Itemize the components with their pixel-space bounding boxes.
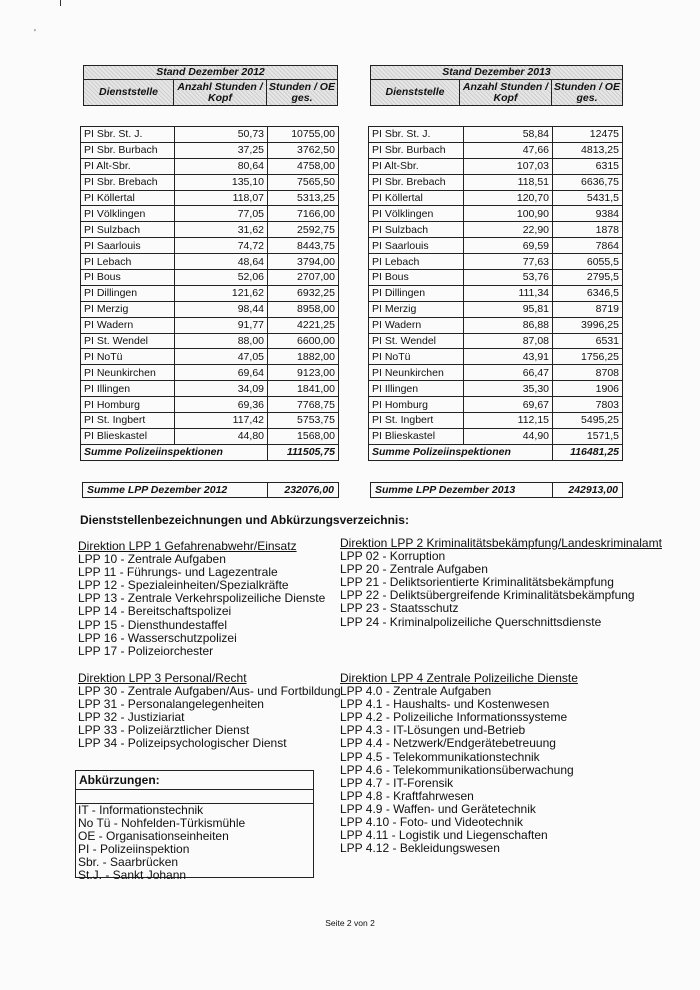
table-row: [81, 428, 339, 444]
dienststelle-cell: PI Saarlouis: [81, 238, 175, 254]
summary-label: Summe Polizeiinspektionen: [369, 444, 553, 460]
list-item: LPP 31 - Personalangelegenheiten: [78, 697, 264, 712]
stunden-oe-cell: 1878: [553, 222, 623, 238]
stunden-kopf-cell: 37,25: [175, 142, 268, 158]
list-item: LPP 10 - Zentrale Aufgaben: [78, 552, 226, 567]
stunden-kopf-cell: 34,09: [175, 381, 268, 397]
dienststelle-cell: PI Wadern: [81, 317, 175, 333]
stunden-kopf-cell: 69,64: [175, 365, 268, 381]
stunden-kopf-cell: 107,03: [464, 158, 553, 174]
list-item: LPP 4.8 - Kraftfahrwesen: [340, 788, 474, 803]
stunden-kopf-cell: 118,51: [464, 174, 553, 190]
table-row: [81, 142, 339, 158]
col-stunden-kopf-header: Anzahl Stunden / Kopf: [174, 80, 267, 106]
dienststelle-cell: PI Merzig: [369, 301, 464, 317]
table-row: [369, 127, 623, 143]
list-item: LPP 33 - Polizeiärztlicher Dienst: [78, 723, 250, 738]
stunden-oe-cell: 7803: [553, 397, 623, 413]
summary-row: [81, 444, 339, 460]
table-row: [81, 285, 339, 301]
table-row: [81, 333, 339, 349]
stunden-kopf-cell: 91,77: [175, 317, 268, 333]
stunden-oe-cell: 5753,75: [268, 413, 339, 429]
direction-title: Direktion LPP 4 Zentrale Polizeiliche Dienste: [340, 671, 578, 685]
stunden-oe-cell: 1571,5: [553, 428, 623, 444]
list-item: LPP 4.6 - Telekommunikationsüberwachung: [340, 762, 574, 777]
table-row: [81, 365, 339, 381]
list-item: LPP 34 - Polizeipsychologischer Dienst: [78, 736, 287, 751]
table-row: [81, 397, 339, 413]
list-item: LPP 21 - Deliktsorientierte Kriminalitätsbekämpfung: [340, 575, 614, 590]
stunden-kopf-cell: 112,15: [464, 413, 553, 429]
stunden-oe-cell: 3794,00: [268, 254, 339, 270]
lpp-sum-box-2012: [82, 482, 339, 498]
page-footer: Seite 2 von 2: [325, 918, 375, 928]
stunden-kopf-cell: 66,47: [464, 365, 553, 381]
table-row: [369, 397, 623, 413]
dienststelle-cell: PI Köllertal: [369, 190, 464, 206]
col-stunden-kopf-header: Anzahl Stunden / Kopf: [460, 80, 552, 106]
stunden-kopf-cell: 121,62: [175, 285, 268, 301]
section-heading: Dienststellenbezeichnungen und Abkürzungsverzeichnis:: [80, 513, 409, 527]
stunden-oe-cell: 2592,75: [268, 222, 339, 238]
list-item: LPP 12 - Spezialeinheiten/Spezialkräfte: [78, 578, 289, 593]
stunden-oe-cell: 1841,00: [268, 381, 339, 397]
table-row: [81, 381, 339, 397]
scan-edge-mark: [60, 0, 61, 6]
stunden-kopf-cell: 69,36: [175, 397, 268, 413]
table-row: [369, 317, 623, 333]
col-stunden-oe-header: Stunden / OE ges.: [267, 80, 338, 106]
col-dienststelle-header: Dienststelle: [84, 80, 174, 106]
stunden-kopf-cell: 69,59: [464, 238, 553, 254]
lpp-sum-box-2013: [370, 482, 623, 498]
list-item: LPP 13 - Zentrale Verkehrspolizeiliche Dienste: [78, 591, 326, 606]
lpp-sum-label: Summe LPP Dezember 2012: [87, 484, 228, 496]
stunden-oe-cell: 4813,25: [553, 142, 623, 158]
stand-label-2012: Stand Dezember 2012: [84, 66, 338, 80]
stunden-oe-cell: 6932,25: [268, 285, 339, 301]
stunden-kopf-cell: 88,00: [175, 333, 268, 349]
dienststelle-cell: PI Neunkirchen: [369, 365, 464, 381]
dienststelle-cell: PI Dillingen: [81, 285, 175, 301]
dienststelle-cell: PI NoTü: [81, 349, 175, 365]
dienststelle-cell: PI Homburg: [81, 397, 175, 413]
stunden-kopf-cell: 80,64: [175, 158, 268, 174]
stunden-kopf-cell: 31,62: [175, 222, 268, 238]
list-item: LPP 23 - Staatsschutz: [340, 601, 459, 616]
header-table-2013: [370, 65, 623, 106]
header-table-2012: [83, 65, 338, 106]
lpp-sum-value: 242913,00: [552, 483, 622, 497]
direction-lpp4: [340, 672, 578, 855]
list-item: LPP 4.4 - Netzwerk/Endgerätebetreuung: [340, 736, 556, 751]
table-row: [81, 222, 339, 238]
table-row: [369, 270, 623, 286]
table-row: [81, 301, 339, 317]
table-row: [369, 190, 623, 206]
stunden-kopf-cell: 50,73: [175, 127, 268, 143]
list-item: LPP 02 - Korruption: [340, 549, 446, 564]
stunden-kopf-cell: 135,10: [175, 174, 268, 190]
col-dienststelle-header: Dienststelle: [371, 80, 460, 106]
dienststelle-cell: PI Illingen: [81, 381, 175, 397]
table-row: [81, 174, 339, 190]
table-row: [369, 174, 623, 190]
dienststelle-cell: PI Illingen: [369, 381, 464, 397]
stunden-oe-cell: 8443,75: [268, 238, 339, 254]
stunden-oe-cell: 1568,00: [268, 428, 339, 444]
dienststelle-cell: PI St. Wendel: [369, 333, 464, 349]
table-row: [369, 254, 623, 270]
stunden-oe-cell: 6055,5: [553, 254, 623, 270]
list-item: LPP 15 - Diensthundestaffel: [78, 617, 227, 632]
table-row: [81, 270, 339, 286]
scan-speck: ': [34, 28, 36, 39]
direction-title: Direktion LPP 1 Gefahrenabwehr/Einsatz: [78, 539, 297, 553]
stunden-kopf-cell: 44,80: [175, 428, 268, 444]
stunden-kopf-cell: 87,08: [464, 333, 553, 349]
table-row: [81, 206, 339, 222]
table-row: [369, 142, 623, 158]
dienststelle-cell: PI Homburg: [369, 397, 464, 413]
stunden-oe-cell: 7768,75: [268, 397, 339, 413]
abbreviation-item: Sbr. - Saarbrücken: [78, 855, 179, 869]
list-item: LPP 32 - Justiziariat: [78, 710, 185, 725]
table-row: [81, 413, 339, 429]
stunden-kopf-cell: 44,90: [464, 428, 553, 444]
stunden-oe-cell: 6636,75: [553, 174, 623, 190]
data-table-2012: [80, 126, 339, 461]
stunden-oe-cell: 2795,5: [553, 270, 623, 286]
direction-lpp1: [78, 540, 325, 658]
table-row: [81, 127, 339, 143]
stunden-kopf-cell: 120,70: [464, 190, 553, 206]
summary-value: 111505,75: [268, 444, 339, 460]
lpp-sum-value: 232076,00: [267, 483, 338, 497]
list-item: LPP 24 - Kriminalpolizeiliche Querschnittsdienste: [340, 614, 602, 629]
table-row: [369, 333, 623, 349]
dienststelle-cell: PI Sbr. Burbach: [81, 142, 175, 158]
table-row: [369, 428, 623, 444]
stunden-oe-cell: 9123,00: [268, 365, 339, 381]
stunden-oe-cell: 9384: [553, 206, 623, 222]
summary-label: Summe Polizeiinspektionen: [81, 444, 268, 460]
dienststelle-cell: PI Bous: [369, 270, 464, 286]
stunden-kopf-cell: 48,64: [175, 254, 268, 270]
dienststelle-cell: PI Völklingen: [81, 206, 175, 222]
dienststelle-cell: PI Sbr. Burbach: [369, 142, 464, 158]
stunden-oe-cell: 5431,5: [553, 190, 623, 206]
table-row: [369, 285, 623, 301]
dienststelle-cell: PI Lebach: [81, 254, 175, 270]
stunden-oe-cell: 1882,00: [268, 349, 339, 365]
dienststelle-cell: PI Sbr. St. J.: [369, 127, 464, 143]
stunden-kopf-cell: 58,84: [464, 127, 553, 143]
stunden-kopf-cell: 77,63: [464, 254, 553, 270]
dienststelle-cell: PI Merzig: [81, 301, 175, 317]
direction-lpp2: [340, 537, 662, 629]
abbreviation-item: PI - Polizeiinspektion: [78, 842, 190, 856]
list-item: LPP 4.1 - Haushalts- und Kostenwesen: [340, 697, 550, 712]
table-row: [369, 158, 623, 174]
stunden-oe-cell: 8708: [553, 365, 623, 381]
list-item: LPP 4.9 - Waffen- und Gerätetechnik: [340, 801, 536, 816]
col-stunden-oe-header: Stunden / OE ges.: [552, 80, 623, 106]
stunden-oe-cell: 7166,00: [268, 206, 339, 222]
dienststelle-cell: PI Sbr. Brebach: [81, 174, 175, 190]
dienststelle-cell: PI St. Wendel: [81, 333, 175, 349]
stunden-oe-cell: 6600,00: [268, 333, 339, 349]
list-item: LPP 20 - Zentrale Aufgaben: [340, 562, 488, 577]
dienststelle-cell: PI Wadern: [369, 317, 464, 333]
list-item: LPP 4.3 - IT-Lösungen und-Betrieb: [340, 723, 526, 738]
stunden-oe-cell: 7565,50: [268, 174, 339, 190]
stunden-oe-cell: 1756,25: [553, 349, 623, 365]
stunden-kopf-cell: 43,91: [464, 349, 553, 365]
stunden-kopf-cell: 22,90: [464, 222, 553, 238]
abbreviation-item: IT - Informationstechnik: [78, 803, 204, 817]
list-item: LPP 17 - Polizeiorchester: [78, 643, 214, 658]
dienststelle-cell: PI Saarlouis: [369, 238, 464, 254]
dienststelle-cell: PI Köllertal: [81, 190, 175, 206]
table-row: [81, 238, 339, 254]
table-row: [81, 158, 339, 174]
dienststelle-cell: PI Sbr. St. J.: [81, 127, 175, 143]
stunden-kopf-cell: 98,44: [175, 301, 268, 317]
dienststelle-cell: PI St. Ingbert: [369, 413, 464, 429]
abbreviations-box: [75, 770, 314, 882]
dienststelle-cell: PI Sbr. Brebach: [369, 174, 464, 190]
dienststelle-cell: PI Lebach: [369, 254, 464, 270]
summary-row: [369, 444, 623, 460]
direction-title: Direktion LPP 3 Personal/Recht: [78, 671, 247, 685]
stunden-oe-cell: 1906: [553, 381, 623, 397]
table-row: [81, 254, 339, 270]
stunden-kopf-cell: 117,42: [175, 413, 268, 429]
table-row: [369, 301, 623, 317]
lpp-sum-label: Summe LPP Dezember 2013: [375, 484, 516, 496]
list-item: LPP 14 - Bereitschaftspolizei: [78, 604, 232, 619]
stunden-kopf-cell: 52,06: [175, 270, 268, 286]
stunden-oe-cell: 7864: [553, 238, 623, 254]
stunden-kopf-cell: 86,88: [464, 317, 553, 333]
stunden-oe-cell: 3762,50: [268, 142, 339, 158]
table-row: [369, 365, 623, 381]
abbreviation-item: No Tü - Nohfelden-Türkismühle: [78, 816, 246, 830]
table-row: [369, 238, 623, 254]
table-row: [369, 381, 623, 397]
stunden-kopf-cell: 53,76: [464, 270, 553, 286]
stunden-oe-cell: 8958,00: [268, 301, 339, 317]
dienststelle-cell: PI Völklingen: [369, 206, 464, 222]
table-row: [81, 190, 339, 206]
list-item: LPP 4.5 - Telekommunikationstechnik: [340, 749, 540, 764]
data-table-2013: [368, 126, 623, 461]
stunden-oe-cell: 6346,5: [553, 285, 623, 301]
stunden-oe-cell: 5495,25: [553, 413, 623, 429]
stunden-kopf-cell: 100,90: [464, 206, 553, 222]
stunden-kopf-cell: 95,81: [464, 301, 553, 317]
list-item: LPP 16 - Wasserschutzpolizei: [78, 630, 237, 645]
stunden-oe-cell: 10755,00: [268, 127, 339, 143]
stunden-oe-cell: 4221,25: [268, 317, 339, 333]
list-item: LPP 4.0 - Zentrale Aufgaben: [340, 684, 492, 699]
stunden-oe-cell: 6315: [553, 158, 623, 174]
stunden-oe-cell: 8719: [553, 301, 623, 317]
dienststelle-cell: PI Dillingen: [369, 285, 464, 301]
list-item: LPP 4.7 - IT-Forensik: [340, 775, 454, 790]
stunden-oe-cell: 6531: [553, 333, 623, 349]
stunden-oe-cell: 5313,25: [268, 190, 339, 206]
dienststelle-cell: PI Alt-Sbr.: [369, 158, 464, 174]
stunden-kopf-cell: 47,05: [175, 349, 268, 365]
list-item: LPP 4.2 - Polizeiliche Informationssysteme: [340, 710, 568, 725]
stunden-kopf-cell: 118,07: [175, 190, 268, 206]
abbreviation-item: St.J. - Sankt Johann: [78, 868, 187, 882]
direction-lpp3: [78, 672, 341, 751]
list-item: LPP 11 - Führungs- und Lagezentrale: [78, 565, 278, 580]
stunden-kopf-cell: 74,72: [175, 238, 268, 254]
dienststelle-cell: PI St. Ingbert: [81, 413, 175, 429]
stunden-oe-cell: 12475: [553, 127, 623, 143]
dienststelle-cell: PI NoTü: [369, 349, 464, 365]
list-item: LPP 22 - Deliktsübergreifende Kriminalitätsbekämpfung: [340, 588, 635, 603]
dienststelle-cell: PI Blieskastel: [81, 428, 175, 444]
stunden-oe-cell: 2707,00: [268, 270, 339, 286]
list-item: LPP 4.12 - Bekleidungswesen: [340, 841, 500, 856]
table-row: [369, 413, 623, 429]
abbreviation-item: OE - Organisationseinheiten: [78, 829, 229, 843]
dienststelle-cell: PI Neunkirchen: [81, 365, 175, 381]
dienststelle-cell: PI Alt-Sbr.: [81, 158, 175, 174]
dienststelle-cell: PI Sulzbach: [81, 222, 175, 238]
list-item: LPP 4.10 - Foto- und Videotechnik: [340, 815, 524, 830]
stunden-kopf-cell: 111,34: [464, 285, 553, 301]
summary-value: 116481,25: [553, 444, 623, 460]
stunden-kopf-cell: 69,67: [464, 397, 553, 413]
table-row: [81, 317, 339, 333]
stand-label-2013: Stand Dezember 2013: [371, 66, 623, 80]
dienststelle-cell: PI Sulzbach: [369, 222, 464, 238]
direction-title: Direktion LPP 2 Kriminalitätsbekämpfung/Landeskriminalamt: [340, 536, 662, 550]
stunden-kopf-cell: 47,66: [464, 142, 553, 158]
stunden-oe-cell: 4758,00: [268, 158, 339, 174]
abbreviations-title: Abkürzungen:: [76, 771, 313, 790]
stunden-kopf-cell: 35,30: [464, 381, 553, 397]
stunden-kopf-cell: 77,05: [175, 206, 268, 222]
table-row: [369, 206, 623, 222]
stunden-oe-cell: 3996,25: [553, 317, 623, 333]
list-item: LPP 4.11 - Logistik und Liegenschaften: [340, 828, 548, 843]
table-row: [81, 349, 339, 365]
table-row: [369, 222, 623, 238]
dienststelle-cell: PI Blieskastel: [369, 428, 464, 444]
table-row: [369, 349, 623, 365]
list-item: LPP 30 - Zentrale Aufgaben/Aus- und Fortbildung: [78, 684, 341, 699]
dienststelle-cell: PI Bous: [81, 270, 175, 286]
